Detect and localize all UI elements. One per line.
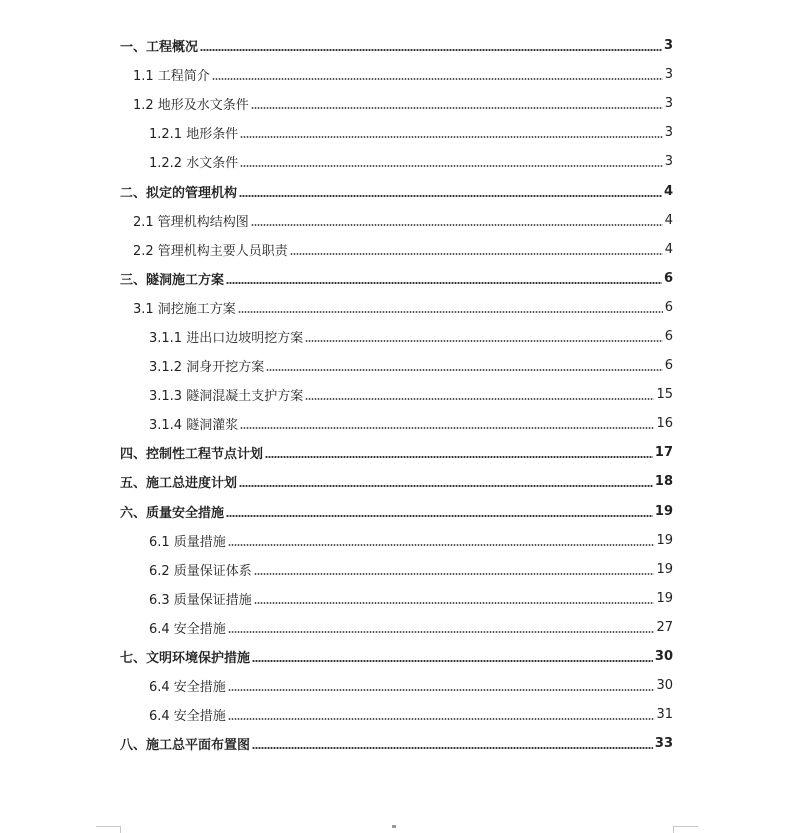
toc-entry[interactable] (0, 497, 789, 526)
toc-entry-title: 1.2 地形及水文条件 (133, 98, 249, 114)
toc-dot-leader (226, 515, 653, 517)
toc-entry[interactable] (0, 467, 789, 496)
toc-entry-title: 6.2 质量保证体系 (149, 563, 252, 579)
toc-entry-title: 6.1 质量措施 (149, 534, 226, 550)
toc-entry[interactable] (0, 31, 789, 60)
toc-entry-title: 八、施工总平面布置图 (120, 738, 251, 754)
toc-entry-title: 3.1.3 隧洞混凝土支护方案 (149, 389, 304, 405)
toc-entry-page: 16 (656, 416, 673, 432)
toc-entry-title: 6.4 安全措施 (149, 709, 226, 725)
table-of-contents (0, 31, 789, 758)
toc-entry-page: 3 (663, 38, 673, 54)
toc-dot-leader (252, 747, 653, 749)
toc-entry-title: 2.1 管理机构结构图 (133, 214, 249, 230)
toc-entry-page: 19 (656, 590, 673, 606)
toc-entry-page: 6 (663, 270, 673, 286)
toc-entry-page: 31 (656, 707, 673, 723)
toc-entry-title: 3.1.2 洞身开挖方案 (149, 360, 265, 376)
toc-entry-page: 6 (664, 358, 673, 374)
toc-entry[interactable] (0, 526, 789, 555)
toc-entry-title: 3.1.4 隧洞灌浆 (149, 418, 239, 434)
toc-entry-page: 33 (654, 736, 673, 752)
toc-entry-page: 4 (664, 212, 673, 228)
toc-entry[interactable] (0, 555, 789, 584)
toc-entry-page: 3 (664, 67, 673, 83)
toc-entry-page: 6 (664, 328, 673, 344)
toc-dot-leader (251, 107, 663, 109)
toc-entry-title: 三、隧洞施工方案 (120, 272, 225, 288)
toc-entry[interactable] (0, 351, 789, 380)
toc-entry-title: 1.2.2 水文条件 (149, 156, 239, 172)
toc-dot-leader (240, 427, 654, 429)
toc-entry[interactable] (0, 613, 789, 642)
toc-dot-leader (212, 78, 663, 80)
toc-dot-leader (228, 718, 655, 720)
toc-dot-leader (265, 456, 653, 458)
toc-entry-title: 2.2 管理机构主要人员职责 (133, 243, 288, 259)
toc-dot-leader (251, 224, 663, 226)
toc-entry-page: 18 (654, 474, 673, 490)
toc-entry[interactable] (0, 671, 789, 700)
toc-entry-page: 6 (664, 299, 673, 315)
toc-entry-page: 3 (664, 96, 673, 112)
toc-entry[interactable] (0, 89, 789, 118)
toc-entry-title: 六、质量安全措施 (120, 505, 225, 521)
toc-dot-leader (305, 398, 654, 400)
toc-entry-title: 3.1 洞挖施工方案 (133, 301, 236, 317)
toc-entry-page: 4 (664, 241, 673, 257)
toc-dot-leader (226, 282, 662, 284)
toc-dot-leader (200, 49, 662, 51)
toc-entry[interactable] (0, 729, 789, 758)
toc-entry-page: 27 (656, 619, 673, 635)
toc-dot-leader (228, 544, 655, 546)
toc-entry-title: 6.4 安全措施 (149, 621, 226, 637)
toc-entry-page: 30 (656, 678, 673, 694)
toc-entry[interactable] (0, 584, 789, 613)
toc-entry[interactable] (0, 206, 789, 235)
toc-dot-leader (305, 340, 663, 342)
toc-entry[interactable] (0, 293, 789, 322)
toc-entry-title: 1.1 工程简介 (133, 69, 210, 85)
toc-entry[interactable] (0, 380, 789, 409)
toc-entry[interactable] (0, 322, 789, 351)
toc-entry-page: 3 (664, 154, 673, 170)
toc-entry-page: 4 (663, 183, 673, 199)
toc-dot-leader (266, 369, 663, 371)
toc-entry-page: 30 (654, 649, 673, 665)
toc-dot-leader (238, 311, 663, 313)
toc-dot-leader (254, 602, 655, 604)
toc-entry-page: 15 (656, 387, 673, 403)
toc-entry-title: 6.3 质量保证措施 (149, 592, 252, 608)
toc-entry-title: 四、控制性工程节点计划 (120, 447, 264, 463)
toc-dot-leader (252, 660, 653, 662)
page-number-mark (392, 825, 396, 828)
toc-entry[interactable] (0, 438, 789, 467)
toc-dot-leader (239, 195, 662, 197)
toc-entry-title: 二、拟定的管理机构 (120, 185, 238, 201)
toc-entry[interactable] (0, 147, 789, 176)
toc-entry-title: 3.1.1 进出口边坡明挖方案 (149, 330, 304, 346)
toc-entry-title: 七、文明环境保护措施 (120, 651, 251, 667)
toc-dot-leader (228, 631, 655, 633)
toc-entry-title: 五、施工总进度计划 (120, 476, 238, 492)
toc-entry-page: 17 (654, 445, 673, 461)
toc-entry[interactable] (0, 409, 789, 438)
toc-entry-page: 19 (656, 561, 673, 577)
toc-dot-leader (290, 253, 663, 255)
toc-entry-page: 19 (654, 503, 673, 519)
toc-dot-leader (254, 573, 655, 575)
toc-entry-title: 1.2.1 地形条件 (149, 127, 239, 143)
toc-entry[interactable] (0, 60, 789, 89)
toc-dot-leader (239, 485, 653, 487)
toc-entry[interactable] (0, 118, 789, 147)
toc-entry[interactable] (0, 700, 789, 729)
toc-entry-title: 一、工程概况 (120, 40, 199, 56)
toc-entry-page: 3 (664, 125, 673, 141)
toc-entry-title: 6.4 安全措施 (149, 680, 226, 696)
toc-entry[interactable] (0, 264, 789, 293)
toc-entry[interactable] (0, 235, 789, 264)
toc-dot-leader (240, 165, 663, 167)
toc-entry[interactable] (0, 176, 789, 205)
toc-dot-leader (240, 136, 663, 138)
toc-entry-page: 19 (656, 532, 673, 548)
toc-dot-leader (228, 689, 655, 691)
toc-entry[interactable] (0, 642, 789, 671)
